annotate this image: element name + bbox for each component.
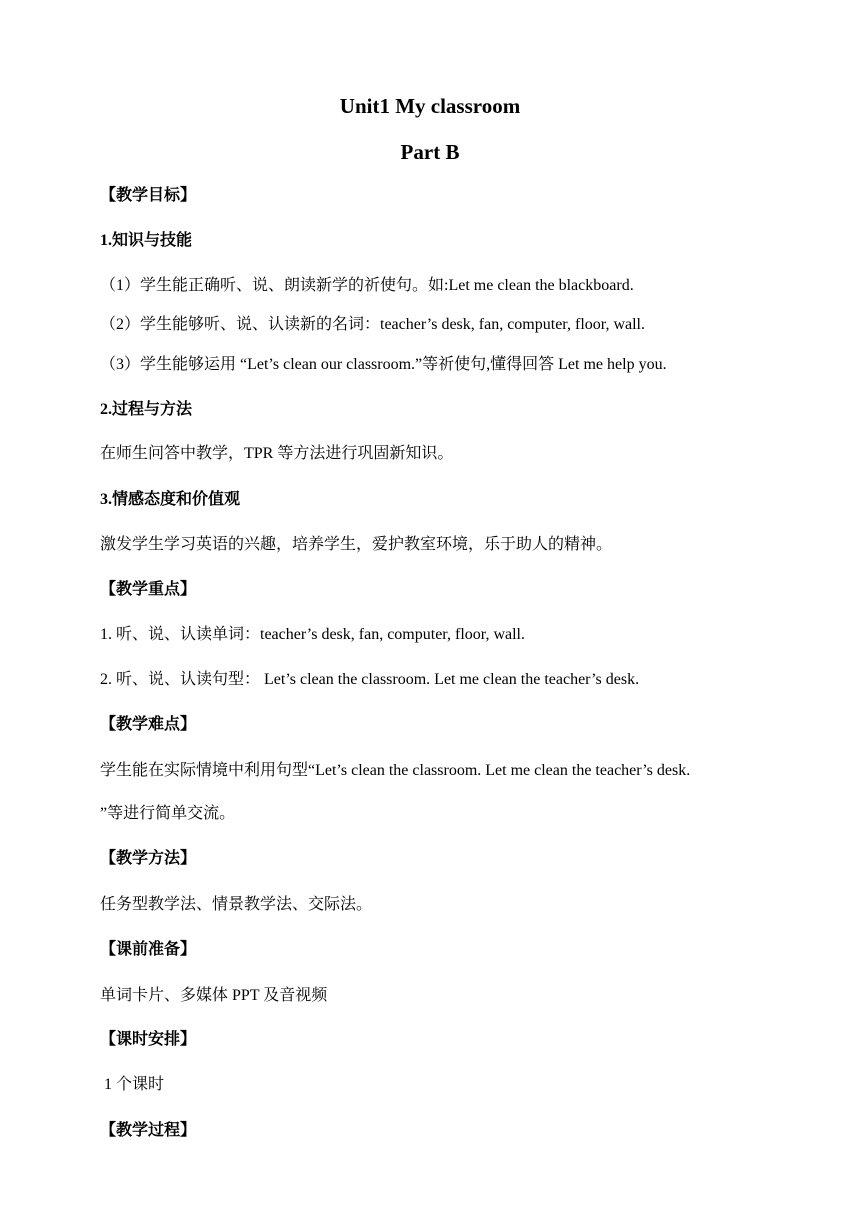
goal-item-3: （3）学生能够运用 “Let’s clean our classroom.”等祈使句,懂得回答 Let me help you. [100, 356, 667, 373]
section-heading-teaching-goals: 【教学目标】 [100, 187, 197, 204]
subheading-knowledge-skills: 1.知识与技能 [100, 232, 193, 249]
document-title: Unit1 My classroom [339, 94, 521, 118]
difficulty-text-line-2: ”等进行简单交流。 [100, 805, 236, 822]
methods-text: 任务型教学法、情景教学法、交际法。 [100, 896, 373, 913]
section-heading-difficulties: 【教学难点】 [100, 716, 197, 733]
section-heading-key-points: 【教学重点】 [100, 581, 197, 598]
preparation-text: 单词卡片、多媒体 PPT 及音视频 [100, 987, 328, 1004]
section-heading-methods: 【教学方法】 [100, 850, 197, 867]
section-heading-process: 【教学过程】 [100, 1122, 197, 1139]
section-heading-schedule: 【课时安排】 [100, 1031, 197, 1048]
process-method-text: 在师生问答中教学，TPR 等方法进行巩固新知识。 [100, 445, 454, 462]
schedule-text: 1 个课时 [104, 1076, 165, 1093]
difficulty-text-line-1: 学生能在实际情境中利用句型“Let’s clean the classroom. Let me clean the teacher’s desk. [100, 762, 691, 779]
subheading-process-method: 2.过程与方法 [100, 401, 193, 418]
goal-item-2: （2）学生能够听、说、认读新的名词：teacher’s desk, fan, computer, floor, wall. [100, 316, 645, 333]
key-point-1: 1. 听、说、认读单词：teacher’s desk, fan, computer, floor, wall. [100, 626, 525, 643]
key-point-2: 2. 听、说、认读句型： Let’s clean the classroom. Let me clean the teacher’s desk. [100, 671, 640, 688]
goal-item-1: （1）学生能正确听、说、朗读新学的祈使句。如:Let me clean the blackboard. [100, 277, 634, 294]
document-subtitle: Part B [400, 140, 460, 164]
attitude-values-text: 激发学生学习英语的兴趣，培养学生，爱护教室环境，乐于助人的精神。 [100, 536, 613, 553]
section-heading-preparation: 【课前准备】 [100, 941, 197, 958]
subheading-attitude-values: 3.情感态度和价值观 [100, 491, 241, 508]
